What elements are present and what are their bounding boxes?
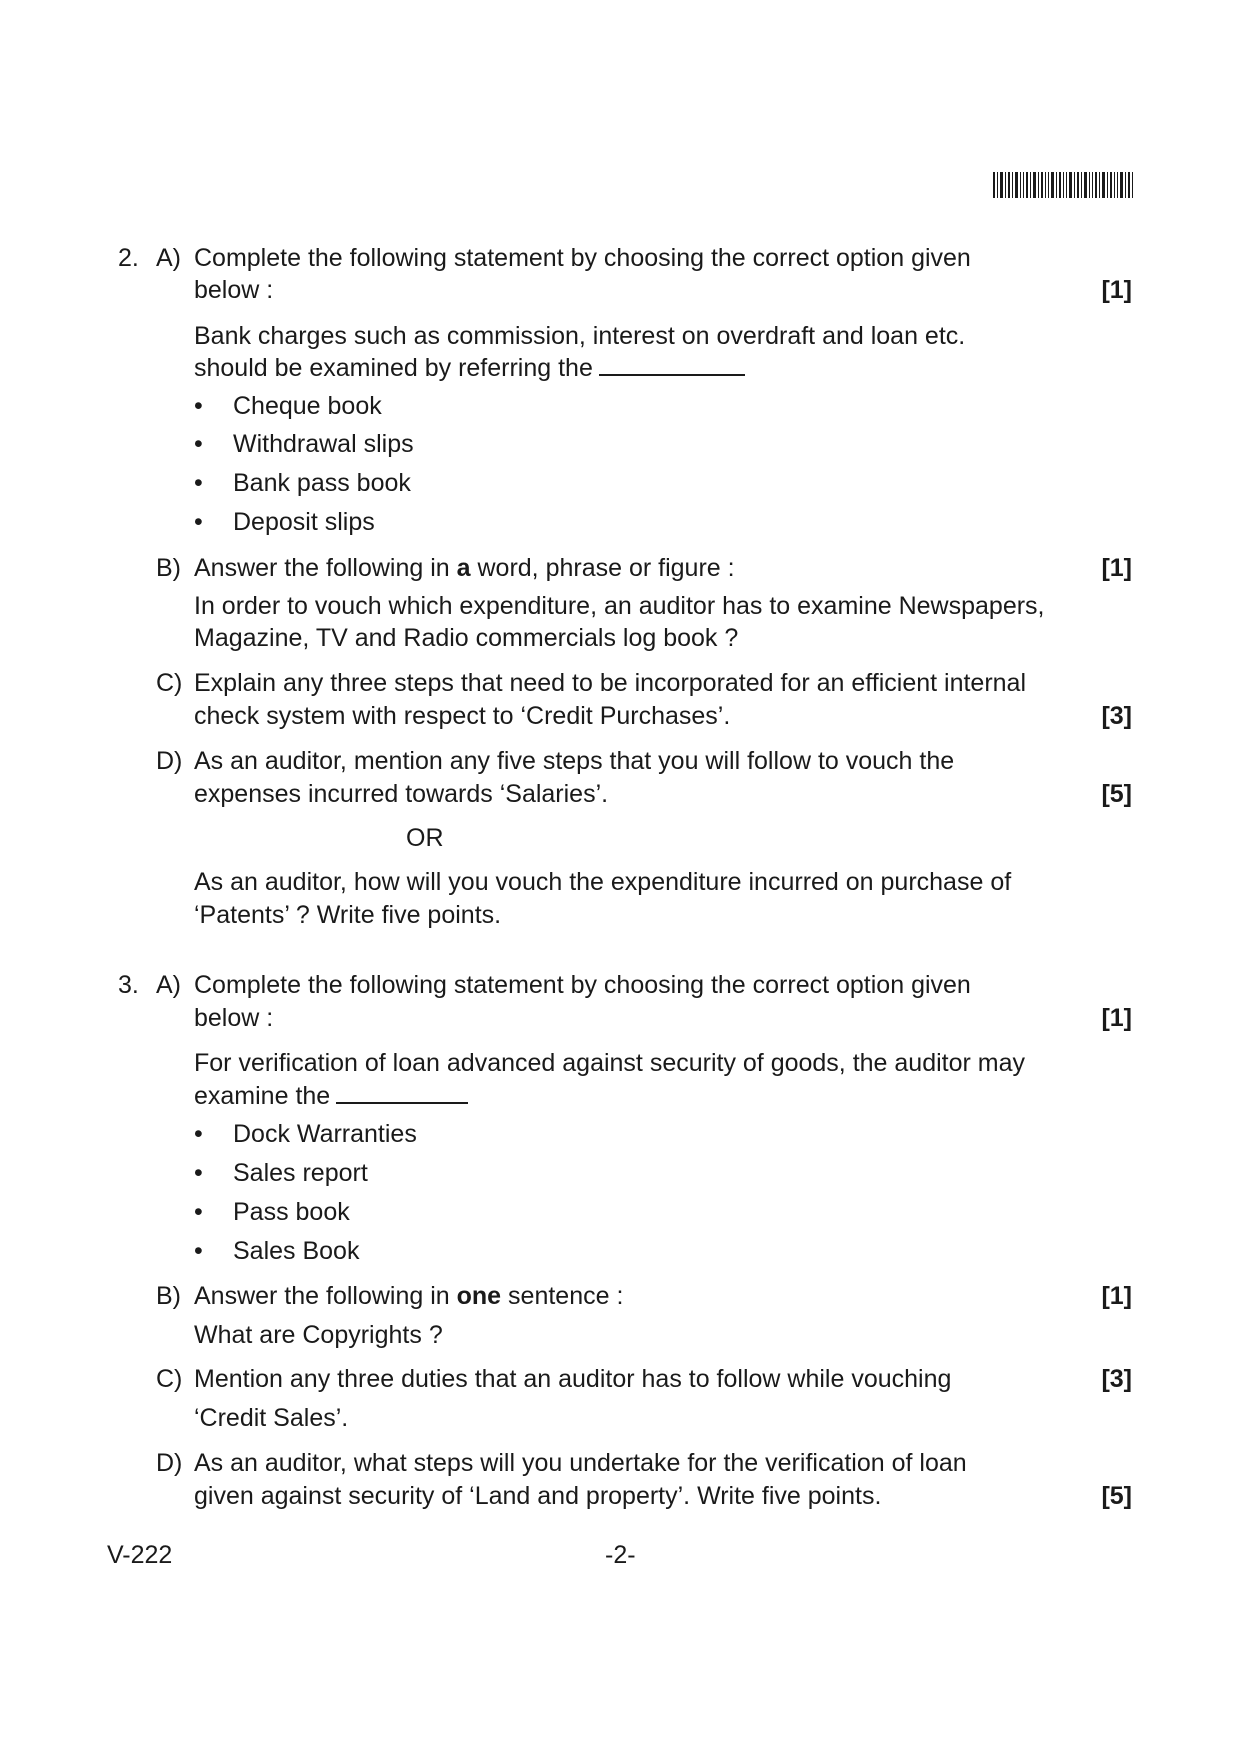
marks: [3] <box>1101 1365 1132 1393</box>
part-label: B) <box>156 554 181 582</box>
statement-text: examine the <box>194 1080 468 1112</box>
part-label: D) <box>156 747 183 775</box>
question-text: Mention any three duties that an auditor has to follow while vouching <box>194 1365 952 1393</box>
option-item: Sales Book <box>233 1237 360 1265</box>
bullet-icon: • <box>194 1198 203 1226</box>
question-text: Complete the following statement by choosing the correct option given <box>194 244 971 272</box>
answer-blank <box>599 352 745 376</box>
option-item: Dock Warranties <box>233 1120 417 1148</box>
question-text: What are Copyrights ? <box>194 1321 443 1349</box>
bullet-icon: • <box>194 430 203 458</box>
marks: [1] <box>1101 1004 1132 1032</box>
marks: [3] <box>1101 702 1132 730</box>
question-text: As an auditor, how will you vouch the expenditure incurred on purchase of <box>194 868 1012 896</box>
question-text: As an auditor, mention any five steps that you will follow to vouch the <box>194 747 955 775</box>
part-label: A) <box>156 971 181 999</box>
option-item: Bank pass book <box>233 469 411 497</box>
bullet-icon: • <box>194 1237 203 1265</box>
option-item: Cheque book <box>233 392 382 420</box>
question-text: Explain any three steps that need to be incorporated for an efficient internal <box>194 669 1027 697</box>
option-item: Sales report <box>233 1159 368 1187</box>
part-label: D) <box>156 1449 183 1477</box>
option-item: Deposit slips <box>233 508 375 536</box>
or-separator: OR <box>406 824 444 852</box>
question-text: check system with respect to ‘Credit Purchases’. <box>194 702 731 730</box>
question-text: below : <box>194 276 274 304</box>
question-number: 2. <box>118 244 139 272</box>
marks: [1] <box>1101 554 1132 582</box>
part-label: C) <box>156 1365 183 1393</box>
question-text: In order to vouch which expenditure, an auditor has to examine Newspapers, <box>194 592 1045 620</box>
question-text: given against security of ‘Land and property’. Write five points. <box>194 1482 882 1510</box>
question-number: 3. <box>118 971 139 999</box>
bullet-icon: • <box>194 508 203 536</box>
option-item: Withdrawal slips <box>233 430 414 458</box>
marks: [1] <box>1101 1282 1132 1310</box>
part-label: B) <box>156 1282 181 1310</box>
question-text: Answer the following in one sentence : <box>194 1282 624 1310</box>
question-text: Answer the following in a word, phrase or figure : <box>194 554 735 582</box>
page-number: -2- <box>605 1541 636 1569</box>
bullet-icon: • <box>194 1120 203 1148</box>
statement-text: Bank charges such as commission, interest on overdraft and loan etc. <box>194 322 966 350</box>
answer-blank <box>336 1080 468 1104</box>
paper-code: V-222 <box>107 1541 173 1569</box>
question-text: below : <box>194 1004 274 1032</box>
question-text: Magazine, TV and Radio commercials log book ? <box>194 624 739 652</box>
question-text: ‘Credit Sales’. <box>194 1404 349 1432</box>
statement-text: should be examined by referring the <box>194 352 745 384</box>
question-text: As an auditor, what steps will you undertake for the verification of loan <box>194 1449 967 1477</box>
bullet-icon: • <box>194 1159 203 1187</box>
marks: [5] <box>1101 780 1132 808</box>
part-label: C) <box>156 669 183 697</box>
question-text: ‘Patents’ ? Write five points. <box>194 901 502 929</box>
option-item: Pass book <box>233 1198 350 1226</box>
bullet-icon: • <box>194 469 203 497</box>
bullet-icon: • <box>194 392 203 420</box>
part-label: A) <box>156 244 181 272</box>
marks: [5] <box>1101 1482 1132 1510</box>
question-text: Complete the following statement by choosing the correct option given <box>194 971 971 999</box>
marks: [1] <box>1101 276 1132 304</box>
statement-text: For verification of loan advanced against security of goods, the auditor may <box>194 1049 1026 1077</box>
question-text: expenses incurred towards ‘Salaries’. <box>194 780 609 808</box>
barcode-icon <box>993 172 1133 198</box>
